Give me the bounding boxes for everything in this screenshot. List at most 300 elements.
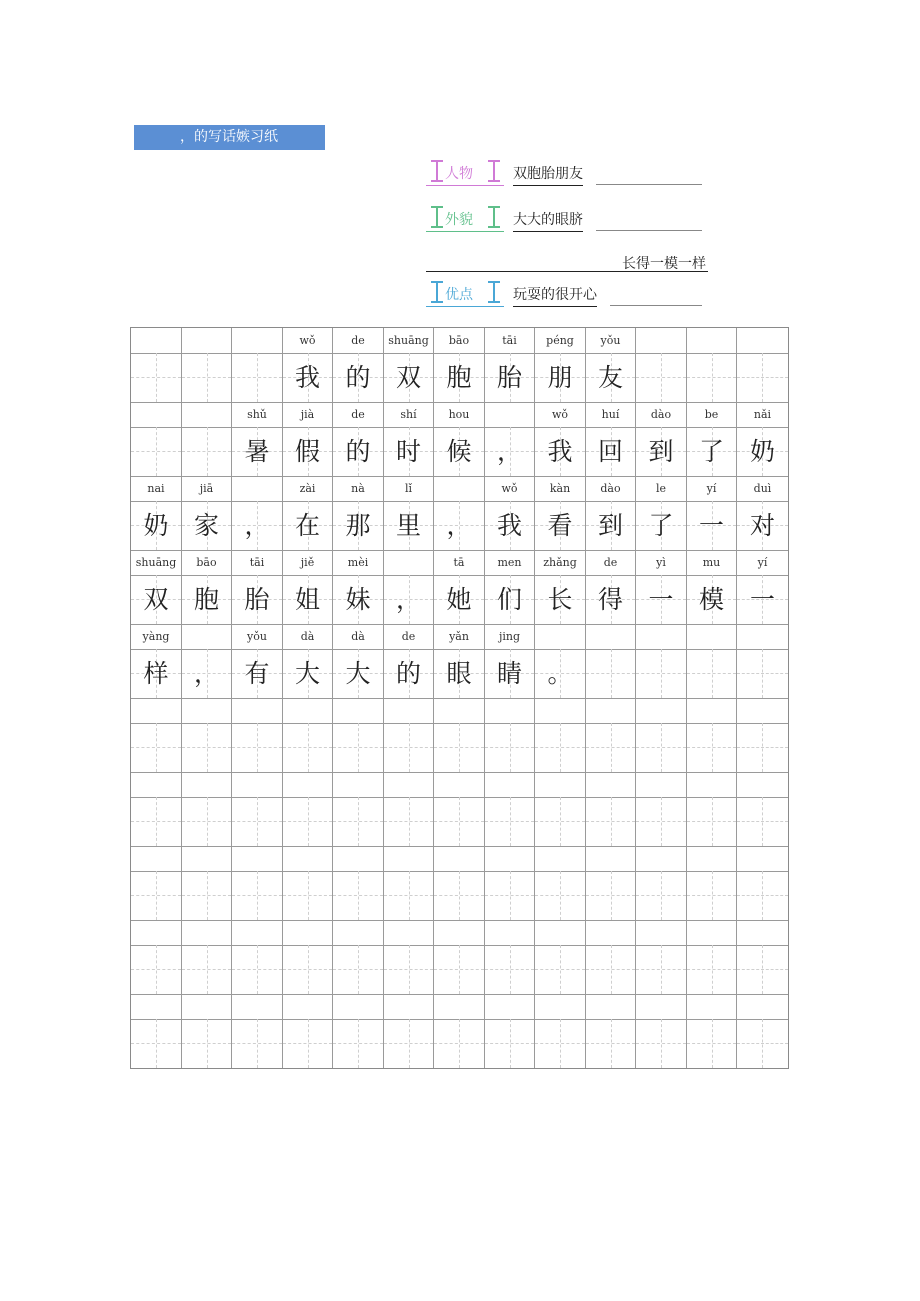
character-cell: [131, 501, 182, 550]
character-text: [485, 723, 534, 772]
pinyin-row: [131, 994, 788, 1020]
pinyin-cell: de: [333, 328, 384, 353]
character-cell: [737, 797, 788, 846]
pinyin-cell: [535, 698, 586, 723]
character-cell: [434, 649, 485, 698]
pinyin-row: [131, 698, 788, 724]
character-text: [283, 945, 332, 994]
character-text: 胞: [446, 363, 472, 392]
character-text: ，: [244, 511, 270, 540]
character-cell: [333, 871, 384, 920]
character-text: [737, 353, 788, 402]
character-text: [182, 871, 231, 920]
pinyin-cell: dào: [586, 476, 636, 501]
character-text: 双: [143, 585, 169, 614]
character-text: [535, 945, 585, 994]
extra-line: [426, 253, 708, 272]
pinyin-cell: [182, 772, 232, 797]
character-cell: [283, 945, 333, 994]
character-cell: [384, 575, 434, 624]
pinyin-cell: yí: [757, 556, 768, 569]
pinyin-row: [131, 624, 788, 650]
character-text: [687, 353, 736, 402]
pinyin-cell: [434, 476, 485, 501]
bracket-left-icon: [431, 206, 443, 228]
character-text: 。: [547, 659, 573, 688]
character-text: 我: [294, 363, 320, 392]
character-text: 在: [294, 511, 320, 540]
character-text: 胞: [193, 585, 219, 614]
character-cell: [485, 575, 535, 624]
pinyin-cell: dà: [283, 624, 333, 649]
character-text: [687, 945, 736, 994]
character-cell: [182, 945, 232, 994]
pinyin-cell: [333, 994, 384, 1019]
pinyin-cell: [232, 772, 283, 797]
character-cell: [586, 723, 636, 772]
character-text: [131, 353, 181, 402]
character-text: [384, 1019, 433, 1068]
character-cell: [232, 353, 283, 402]
character-text: 我: [547, 437, 573, 466]
character-text: 暑: [244, 437, 270, 466]
character-text: 有: [244, 659, 270, 688]
character-cell: [182, 353, 232, 402]
pinyin-cell: [232, 328, 283, 353]
character-text: [384, 945, 433, 994]
character-row: [131, 1019, 788, 1068]
pinyin-cell: [333, 772, 384, 797]
pinyin-cell: [687, 994, 737, 1019]
pinyin-cell: [687, 624, 737, 649]
character-text: 的: [395, 659, 421, 688]
character-row: [131, 353, 788, 403]
character-text: [333, 797, 383, 846]
character-cell: [131, 797, 182, 846]
pinyin-cell: le: [636, 476, 687, 501]
character-cell: [687, 723, 737, 772]
pinyin-cell: zài: [283, 476, 333, 501]
character-text: 候: [446, 437, 472, 466]
pinyin-cell: [182, 846, 232, 871]
character-cell: [535, 723, 586, 772]
character-cell: [283, 575, 333, 624]
character-cell: [131, 427, 182, 476]
character-cell: [434, 945, 485, 994]
character-text: [232, 723, 282, 772]
pinyin-cell: [232, 920, 283, 945]
character-cell: [131, 649, 182, 698]
character-text: [737, 797, 788, 846]
character-text: [182, 427, 231, 476]
character-text: [434, 1019, 484, 1068]
character-text: [687, 723, 736, 772]
pinyin-cell: [182, 624, 232, 649]
pinyin-cell: péng: [535, 328, 586, 353]
character-text: [636, 353, 686, 402]
character-cell: [283, 1019, 333, 1068]
character-cell: [687, 797, 737, 846]
pinyin-cell: [586, 920, 636, 945]
character-cell: [535, 353, 586, 402]
character-cell: [737, 1019, 788, 1068]
character-cell: [131, 575, 182, 624]
character-text: [737, 649, 788, 698]
pinyin-cell: [434, 698, 485, 723]
character-cell: [283, 353, 333, 402]
character-text: [283, 871, 332, 920]
character-cell: [586, 427, 636, 476]
character-text: [131, 871, 181, 920]
character-cell: [232, 649, 283, 698]
character-cell: [636, 427, 687, 476]
pinyin-cell: [586, 772, 636, 797]
character-text: [586, 649, 635, 698]
pinyin-cell: [636, 328, 687, 353]
pinyin-row: [131, 476, 788, 502]
character-cell: [333, 353, 384, 402]
character-cell: [586, 353, 636, 402]
character-cell: [586, 797, 636, 846]
character-text: [333, 945, 383, 994]
pinyin-cell: dà: [333, 624, 384, 649]
character-cell: [131, 723, 182, 772]
pinyin-cell: [636, 624, 687, 649]
character-cell: [232, 427, 283, 476]
character-cell: [737, 353, 788, 402]
character-text: [232, 871, 282, 920]
character-text: 到: [648, 437, 674, 466]
pinyin-cell: [535, 920, 586, 945]
character-text: [182, 797, 231, 846]
bracket-right-icon: [488, 281, 500, 303]
pinyin-cell: [131, 994, 182, 1019]
blank-line: [610, 305, 702, 306]
character-text: [182, 723, 231, 772]
character-cell: [485, 945, 535, 994]
character-text: [737, 945, 788, 994]
character-text: 的: [345, 363, 371, 392]
pinyin-cell: de: [384, 624, 434, 649]
pinyin-cell: shuāng: [384, 328, 434, 353]
character-cell: [535, 1019, 586, 1068]
character-cell: [182, 723, 232, 772]
character-row: [131, 575, 788, 625]
pinyin-cell: [283, 846, 333, 871]
character-cell: [232, 871, 283, 920]
character-cell: [687, 427, 737, 476]
pinyin-cell: [131, 846, 182, 871]
character-cell: [434, 1019, 485, 1068]
character-cell: [283, 649, 333, 698]
pinyin-cell: [485, 698, 535, 723]
character-text: [131, 723, 181, 772]
character-row: [131, 945, 788, 995]
pinyin-cell: nǎi: [753, 408, 772, 421]
pinyin-cell: [737, 920, 788, 945]
pinyin-cell: men: [485, 550, 535, 575]
character-cell: [182, 871, 232, 920]
character-text: [485, 945, 534, 994]
pinyin-cell: jing: [485, 624, 535, 649]
pinyin-cell: duì: [753, 482, 772, 495]
pinyin-cell: [737, 846, 788, 871]
pinyin-cell: yǒu: [232, 624, 283, 649]
character-text: [283, 723, 332, 772]
character-cell: [232, 723, 283, 772]
character-text: 一: [749, 585, 775, 614]
character-cell: [636, 797, 687, 846]
tag-value: 玩耍的很开心: [513, 284, 597, 307]
pinyin-cell: [384, 920, 434, 945]
character-cell: [131, 871, 182, 920]
pinyin-cell: wǒ: [283, 328, 333, 353]
character-text: 双: [395, 363, 421, 392]
pinyin-cell: yí: [687, 476, 737, 501]
tag-value: 大大的眼脐: [513, 209, 583, 232]
pinyin-cell: [485, 402, 535, 427]
character-text: 胎: [496, 363, 522, 392]
character-cell: [131, 945, 182, 994]
character-text: [586, 723, 635, 772]
character-cell: [737, 575, 788, 624]
character-cell: [434, 501, 485, 550]
pinyin-cell: mu: [687, 550, 737, 575]
character-cell: [182, 575, 232, 624]
pinyin-cell: [283, 698, 333, 723]
pinyin-cell: [687, 920, 737, 945]
pinyin-cell: [485, 994, 535, 1019]
character-cell: [687, 501, 737, 550]
character-cell: [687, 649, 737, 698]
pinyin-row: [131, 550, 788, 576]
character-cell: [586, 575, 636, 624]
character-cell: [333, 723, 384, 772]
pinyin-cell: jià: [283, 402, 333, 427]
pinyin-cell: [687, 698, 737, 723]
character-text: [434, 871, 484, 920]
pinyin-cell: be: [687, 402, 737, 427]
pinyin-cell: de: [586, 550, 636, 575]
writing-grid: [130, 327, 789, 1069]
character-cell: [384, 501, 434, 550]
character-cell: [434, 575, 485, 624]
pinyin-cell: [485, 772, 535, 797]
pinyin-cell: [131, 402, 182, 427]
pinyin-cell: [182, 698, 232, 723]
character-cell: [182, 797, 232, 846]
pinyin-cell: [333, 846, 384, 871]
character-cell: [384, 353, 434, 402]
tag-label: 人物: [445, 166, 473, 182]
pinyin-cell: [636, 698, 687, 723]
character-cell: [283, 501, 333, 550]
character-text: [687, 797, 736, 846]
character-text: [586, 871, 635, 920]
character-cell: [384, 797, 434, 846]
character-text: ，: [496, 437, 522, 466]
pinyin-cell: [232, 846, 283, 871]
character-row: [131, 871, 788, 921]
character-text: 长: [547, 585, 573, 614]
character-cell: [384, 945, 434, 994]
character-text: [636, 649, 686, 698]
bracket-right-icon: [488, 160, 500, 182]
character-text: 妹: [345, 585, 371, 614]
character-cell: [586, 649, 636, 698]
character-text: [384, 723, 433, 772]
character-cell: [182, 427, 232, 476]
character-text: [485, 871, 534, 920]
character-text: [636, 945, 686, 994]
character-text: [182, 353, 231, 402]
pinyin-cell: [384, 698, 434, 723]
character-text: [737, 1019, 788, 1068]
pinyin-row: [131, 772, 788, 798]
character-text: 她: [446, 585, 472, 614]
character-text: [485, 797, 534, 846]
character-text: 了: [648, 511, 674, 540]
pinyin-cell: [434, 772, 485, 797]
character-row: [131, 427, 788, 477]
pinyin-cell: mèi: [333, 550, 384, 575]
pinyin-cell: huí: [586, 402, 636, 427]
character-text: 那: [345, 511, 371, 540]
character-cell: [434, 797, 485, 846]
character-cell: [636, 649, 687, 698]
character-text: 友: [597, 363, 623, 392]
character-cell: [333, 575, 384, 624]
character-text: [535, 723, 585, 772]
character-cell: [333, 427, 384, 476]
pinyin-cell: bāo: [182, 550, 232, 575]
pinyin-cell: yǎn: [434, 624, 485, 649]
character-text: [131, 797, 181, 846]
character-cell: [636, 1019, 687, 1068]
pinyin-cell: [384, 846, 434, 871]
pinyin-cell: tā: [434, 550, 485, 575]
pinyin-cell: tāi: [232, 550, 283, 575]
character-cell: [737, 649, 788, 698]
pinyin-cell: dào: [636, 402, 687, 427]
character-text: 眼: [446, 659, 472, 688]
character-text: 奶: [143, 511, 169, 540]
character-cell: [535, 871, 586, 920]
character-text: [434, 945, 484, 994]
character-text: [384, 871, 433, 920]
character-text: [636, 723, 686, 772]
character-cell: [283, 871, 333, 920]
pinyin-cell: bāo: [434, 328, 485, 353]
pinyin-cell: [182, 994, 232, 1019]
pinyin-cell: lǐ: [384, 476, 434, 501]
pinyin-cell: [182, 402, 232, 427]
character-text: 家: [193, 511, 219, 540]
character-text: [131, 1019, 181, 1068]
pinyin-cell: [586, 994, 636, 1019]
character-text: 我: [496, 511, 522, 540]
character-cell: [535, 427, 586, 476]
character-cell: [687, 353, 737, 402]
character-cell: [737, 501, 788, 550]
pinyin-cell: [384, 550, 434, 575]
character-text: 样: [143, 659, 169, 688]
character-text: 睛: [496, 659, 522, 688]
character-text: [283, 1019, 332, 1068]
character-text: [283, 797, 332, 846]
character-text: 得: [597, 585, 623, 614]
pinyin-cell: [485, 846, 535, 871]
character-text: 回: [597, 437, 623, 466]
character-cell: [687, 945, 737, 994]
character-cell: [636, 353, 687, 402]
character-cell: [232, 575, 283, 624]
character-text: [535, 1019, 585, 1068]
character-cell: [535, 501, 586, 550]
character-cell: [384, 1019, 434, 1068]
tag-strength: [426, 281, 504, 307]
character-text: 了: [698, 437, 724, 466]
pinyin-row: [131, 846, 788, 872]
pinyin-cell: [131, 328, 182, 353]
bracket-left-icon: [431, 160, 443, 182]
pinyin-cell: [283, 994, 333, 1019]
character-cell: [485, 871, 535, 920]
character-text: [737, 871, 788, 920]
character-text: 朋: [547, 363, 573, 392]
pinyin-cell: jiě: [283, 550, 333, 575]
pinyin-cell: shí: [384, 402, 434, 427]
tag-label: 优点: [445, 287, 473, 303]
character-cell: [434, 871, 485, 920]
character-cell: [283, 723, 333, 772]
character-text: 胎: [244, 585, 270, 614]
pinyin-cell: [535, 624, 586, 649]
character-text: 一: [648, 585, 674, 614]
pinyin-cell: [232, 476, 283, 501]
character-text: [333, 723, 383, 772]
character-cell: [636, 501, 687, 550]
character-cell: [131, 1019, 182, 1068]
character-cell: [636, 871, 687, 920]
bracket-right-icon: [488, 206, 500, 228]
character-cell: [232, 797, 283, 846]
worksheet-title: ，的写话嫉习纸: [180, 129, 278, 145]
tag-appearance: [426, 206, 504, 232]
character-text: [131, 945, 181, 994]
pinyin-cell: [636, 772, 687, 797]
character-text: [636, 1019, 686, 1068]
character-cell: [232, 945, 283, 994]
character-text: ，: [446, 511, 472, 540]
worksheet-title-banner: [134, 125, 325, 150]
bracket-left-icon: [431, 281, 443, 303]
pinyin-cell: [283, 920, 333, 945]
character-text: [333, 871, 383, 920]
character-text: 奶: [749, 437, 775, 466]
character-text: [434, 797, 484, 846]
pinyin-cell: yǒu: [586, 328, 636, 353]
character-text: [586, 1019, 635, 1068]
character-text: ，: [395, 585, 421, 614]
character-cell: [333, 797, 384, 846]
character-text: [535, 797, 585, 846]
pinyin-cell: [434, 994, 485, 1019]
pinyin-cell: [434, 846, 485, 871]
pinyin-cell: [182, 328, 232, 353]
character-cell: [232, 501, 283, 550]
pinyin-cell: [131, 698, 182, 723]
